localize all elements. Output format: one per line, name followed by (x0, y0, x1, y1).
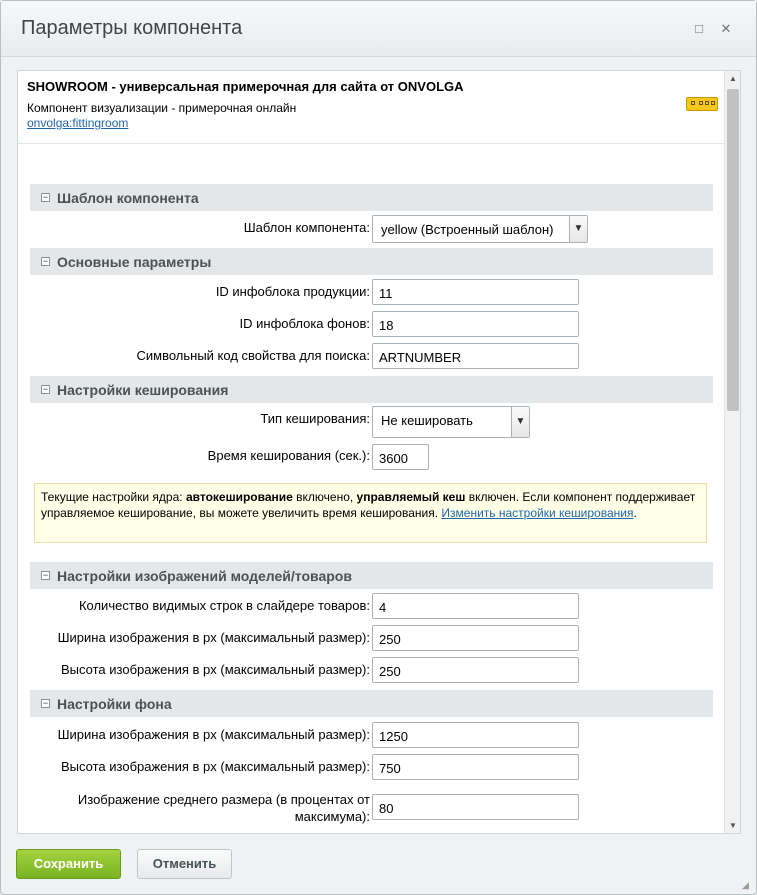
section-cache (30, 376, 713, 403)
note-text: включено, (292, 490, 357, 504)
template-select-value: yellow (Встроенный шаблон) (381, 222, 554, 237)
slider-rows-input[interactable]: 4 (372, 593, 579, 619)
section-template (30, 184, 713, 211)
bg-width-input[interactable]: 1250 (372, 722, 579, 748)
maximize-icon[interactable]: □ (695, 21, 703, 36)
note-text: включен. Если компонент поддерживает управляемое кеширование, вы можете увеличить время кеширования. (41, 490, 696, 520)
collapse-icon[interactable]: − (42, 698, 49, 708)
collapse-icon[interactable]: − (42, 570, 49, 580)
product-iblock-label: ID инфоблока продукции: (215, 284, 370, 299)
image-width-input[interactable]: 250 (372, 625, 579, 651)
search-property-input[interactable]: ARTNUMBER (372, 343, 579, 369)
medium-size-input[interactable]: 80 (372, 794, 579, 820)
note-text: . (633, 506, 637, 520)
dialog-title: Параметры компонента (21, 17, 243, 39)
cache-info-note (34, 483, 707, 543)
cache-type-value: Не кешировать (381, 413, 473, 428)
change-cache-settings-link[interactable]: Изменить настройки кеширования (441, 506, 634, 520)
note-bold: управляемый кеш (356, 490, 466, 504)
cache-type-label: Тип кеширования: (260, 411, 370, 426)
section-title: Настройки изображений моделей/товаров (57, 568, 352, 584)
scrollbar-thumb[interactable] (727, 89, 739, 411)
collapse-icon[interactable]: − (42, 256, 49, 266)
dialog-content (17, 70, 741, 834)
component-icon (686, 97, 718, 111)
medium-size-label-line1: Изображение среднего размера (в процентах от (77, 792, 370, 807)
component-header (18, 71, 724, 144)
component-description: Компонент визуализации - примерочная онлайн (27, 101, 297, 115)
bg-height-input[interactable]: 750 (372, 754, 579, 780)
bg-width-label: Ширина изображения в px (максимальный размер): (57, 727, 370, 742)
note-bold: автокеширование (185, 490, 293, 504)
cache-time-input[interactable]: 3600 (372, 444, 429, 470)
close-icon[interactable]: ✕ (720, 21, 732, 36)
section-images (30, 562, 713, 589)
collapse-icon[interactable]: − (42, 192, 49, 202)
content-scrollbar[interactable] (724, 71, 741, 833)
image-width-label: Ширина изображения в px (максимальный размер): (57, 630, 370, 645)
scroll-down-icon[interactable]: ▼ (729, 821, 737, 830)
section-background (30, 690, 713, 717)
template-select[interactable] (372, 215, 588, 243)
cache-time-label: Время кеширования (сек.): (207, 448, 370, 463)
cancel-button[interactable]: Отменить (137, 849, 232, 879)
product-iblock-input[interactable]: 11 (372, 279, 579, 305)
section-title: Шаблон компонента (57, 190, 199, 206)
collapse-icon[interactable]: − (42, 384, 49, 394)
search-property-label: Символьный код свойства для поиска: (136, 348, 370, 363)
component-code-link[interactable]: onvolga:fittingroom (27, 116, 129, 130)
component-title: SHOWROOM - универсальная примерочная для сайта от ONVOLGA (27, 79, 464, 94)
background-iblock-label: ID инфоблока фонов: (239, 316, 370, 331)
medium-size-label-line2: максимума): (294, 809, 370, 824)
save-button[interactable]: Сохранить (16, 849, 121, 879)
scroll-up-icon[interactable]: ▲ (729, 74, 737, 83)
chevron-down-icon: ▼ (569, 216, 587, 242)
dialog-titlebar[interactable] (1, 1, 756, 57)
resize-handle-icon[interactable]: ◢ (742, 880, 749, 890)
section-main (30, 248, 713, 275)
section-title: Основные параметры (57, 254, 212, 270)
medium-size-label (78, 791, 370, 825)
cache-type-select[interactable] (372, 406, 530, 438)
section-title: Настройки кеширования (57, 382, 229, 398)
image-height-input[interactable]: 250 (372, 657, 579, 683)
note-text: Текущие настройки ядра: (41, 490, 186, 504)
bg-height-label: Высота изображения в px (максимальный размер): (61, 759, 370, 774)
image-height-label: Высота изображения в px (максимальный размер): (61, 662, 370, 677)
background-iblock-input[interactable]: 18 (372, 311, 579, 337)
chevron-down-icon: ▼ (511, 407, 529, 437)
slider-rows-label: Количество видимых строк в слайдере товаров: (78, 598, 370, 613)
template-label: Шаблон компонента: (243, 220, 370, 235)
section-title: Настройки фона (57, 696, 172, 712)
